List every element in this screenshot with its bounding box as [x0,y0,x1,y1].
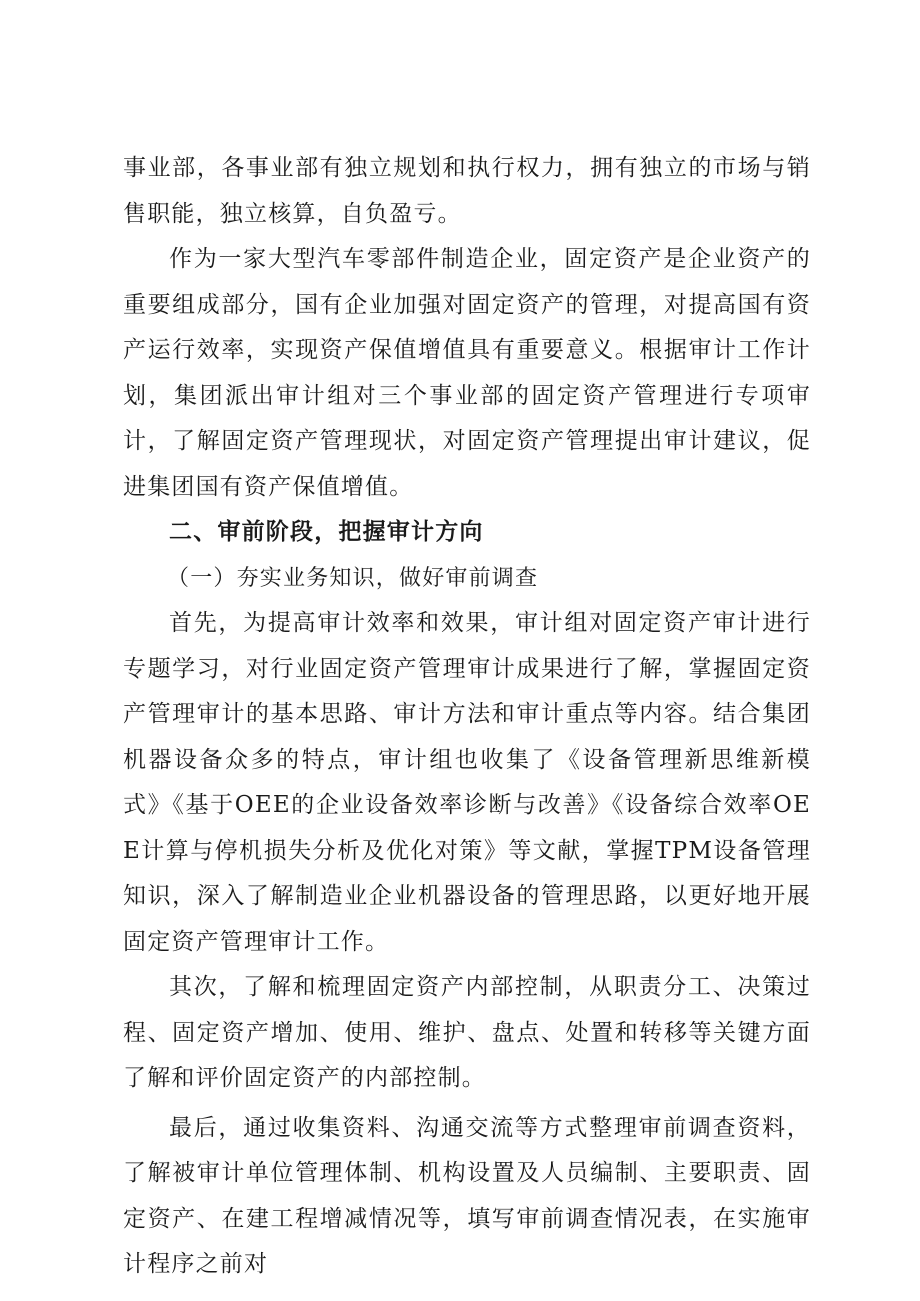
paragraph-second-step: 其次，了解和梳理固定资产内部控制，从职责分工、决策过程、固定资产增加、使用、维护、盘点、处置和转移等关键方面了解和评价固定资产的内部控制。 [123,974,811,1091]
paragraph-final-step: 最后，通过收集资料、沟通交流等方式整理审前调查资料，了解被审计单位管理体制、机构设置及人员编制、主要职责、固定资产、在建工程增减情况等，填写审前调查情况表，在实施审计程序之前对 [123,1114,811,1277]
document-body [123,146,811,1288]
paragraph-continuation: 事业部，各事业部有独立规划和执行权力，拥有独立的市场与销售职能，独立核算，自负盈亏。 [123,155,811,227]
paragraph-first-step: 首先，为提高审计效率和效果，审计组对固定资产审计进行专题学习，对行业固定资产管理审计成果进行了解，掌握固定资产管理审计的基本思路、审计方法和审计重点等内容。结合集团机器设备众多的特点，审计组也收集了《设备管理新思维新模式》《基于OEE的企业设备效率诊断与改善》《设备综合效率OEE计算与停机损失分析及优化对策》等文献，掌握TPM设备管理知识，深入了解制造业企业机器设备的管理思路，以更好地开展固定资产管理审计工作。 [123,610,811,955]
paragraph-company-background: 作为一家大型汽车零部件制造企业，固定资产是企业资产的重要组成部分，国有企业加强对固定资产的管理，对提高国有资产运行效率，实现资产保值增值具有重要意义。根据审计工作计划，集团派出审计组对三个事业部的固定资产管理进行专项审计，了解固定资产管理现状，对固定资产管理提出审计建议，促进集团国有资产保值增值。 [123,246,811,500]
subsection-heading-business-knowledge: （一）夯实业务知识，做好审前调查 [167,565,539,591]
section-heading-pre-audit: 二、审前阶段，把握审计方向 [169,519,484,545]
